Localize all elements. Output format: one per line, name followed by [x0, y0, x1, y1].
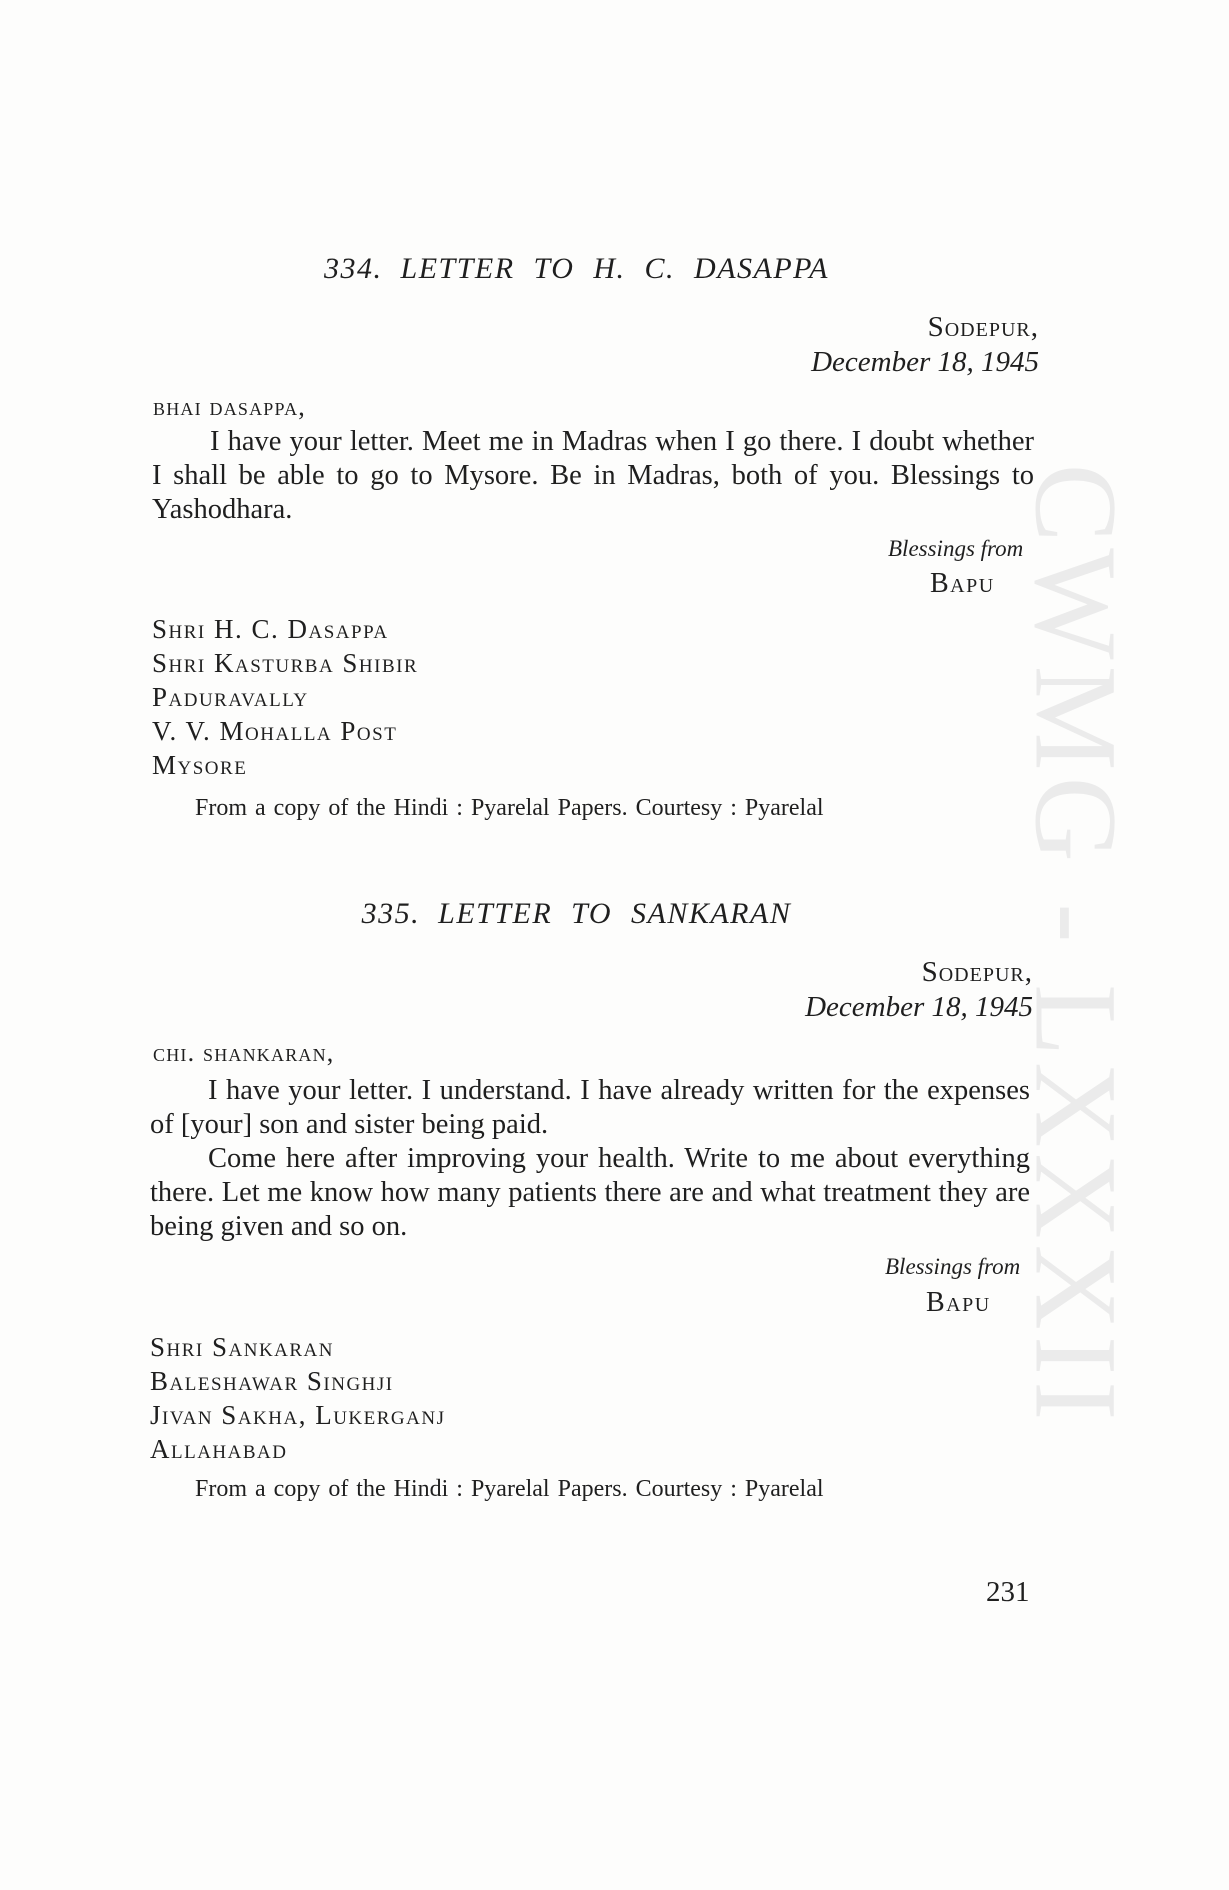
- letter-body-paragraph: Come here after improving your health. Write to me about everything there. Let me know how many patients there are and what treatment they are being given and so on.: [150, 1143, 1030, 1242]
- letter-number: 334.: [324, 252, 383, 285]
- address-block: [150, 1330, 445, 1466]
- closing: Blessings from: [888, 536, 1024, 561]
- address-line: Shri H. C. Dasappa: [152, 614, 389, 644]
- letter-body-paragraph: I have your letter. Meet me in Madras when I go there. I doubt whether I shall be able to go to Mysore. Be in Madras, both of you. Blessings to Yashodhara.: [152, 426, 1034, 525]
- address-line: V. V. Mohalla Post: [152, 716, 398, 746]
- address-line: Paduravally: [152, 682, 309, 712]
- address-line: Allahabad: [150, 1434, 288, 1464]
- letter-heading: [0, 252, 1191, 286]
- salutation: bhai dasappa,: [153, 392, 306, 421]
- letter-date: December 18, 1945: [811, 346, 1039, 378]
- letter-heading: [0, 897, 1191, 931]
- address-line: Jivan Sakha, Lukerganj: [150, 1400, 446, 1430]
- letter-body-paragraph: I have your letter. I understand. I have already written for the expenses of [your] son and sister being paid.: [150, 1075, 1030, 1140]
- address-line: Baleshawar Singhji: [150, 1366, 394, 1396]
- signature: Bapu: [926, 1287, 991, 1318]
- letter-title: LETTER TO SANKARAN: [438, 897, 792, 930]
- letter-place: Sodepur,: [927, 311, 1039, 343]
- watermark-text: CWMG - LXXXII: [1010, 463, 1142, 1427]
- salutation: chi. shankaran,: [153, 1038, 335, 1067]
- letter-title: LETTER TO H. C. DASAPPA: [400, 252, 829, 285]
- address-block: [152, 612, 418, 782]
- source-note: From a copy of the Hindi : Pyarelal Papers. Courtesy : Pyarelal: [195, 1476, 824, 1502]
- letter-date: December 18, 1945: [805, 991, 1033, 1023]
- letter-place: Sodepur,: [921, 956, 1033, 988]
- address-line: Shri Sankaran: [150, 1332, 335, 1362]
- address-line: Shri Kasturba Shibir: [152, 648, 419, 678]
- source-note: From a copy of the Hindi : Pyarelal Papers. Courtesy : Pyarelal: [195, 795, 824, 821]
- address-line: Mysore: [152, 750, 248, 780]
- letter-number: 335.: [361, 897, 421, 930]
- page-number: 231: [986, 1576, 1030, 1608]
- signature: Bapu: [930, 568, 995, 599]
- closing: Blessings from: [885, 1254, 1021, 1279]
